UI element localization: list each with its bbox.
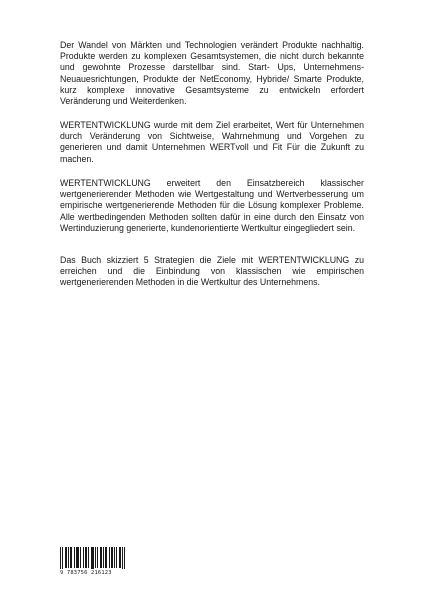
isbn-barcode [60,547,126,579]
blurb-paragraph-1: Der Wandel von Märkten und Technologien verändert Produkte nachhaltig. Produkte werden zu komplexen Gesamtsystemen, die nicht durch bekannte und gewohnte Prozesse darstellbar sind. Start- Ups, Unternehmens- Neuauesrichtungen, Produkte der NetEconomy, Hybride/ Smarte Produkte, kurz komplexe innovative Gesamtsysteme zu entwickeln erfordert Veränderung und Weiterdenken. [60,40,364,107]
blurb-paragraph-4: Das Buch skizziert 5 Strategien die Ziele mit WERTENTWICKLUNG zu erreichen und die Einbindung von klassischen wie empirischen wertgenerierenden Methoden in die Wertkultur des Unternehmens. [60,255,364,288]
isbn-digits: 9 783756 216123 [60,569,126,577]
blurb-paragraph-2: WERTENTWICKLUNG wurde mit dem Ziel erarbeitet, Wert für Unternehmen durch Veränderung von Sichtweise, Wahrnehmung und Vorgehen zu generieren und damit Unternehmen WERTvoll und Fit Für die Zukunft zu machen. [60,120,364,164]
barcode-bars-icon [60,547,126,571]
blurb-paragraph-3: WERTENTWICKLUNG erweitert den Einsatzbereich klassischer wertgenerierender Methoden wie Wertgestaltung und Wertverbesserung um empirische wertgenerierende Methoden für die Lösung komplexer Probleme. Alle wertbedingenden Methoden sollten dafür in eine durch den Einsatz von Wertinduzierung generierte, kundenorientierte Wertkultur eingegliedert sein. [60,178,364,233]
